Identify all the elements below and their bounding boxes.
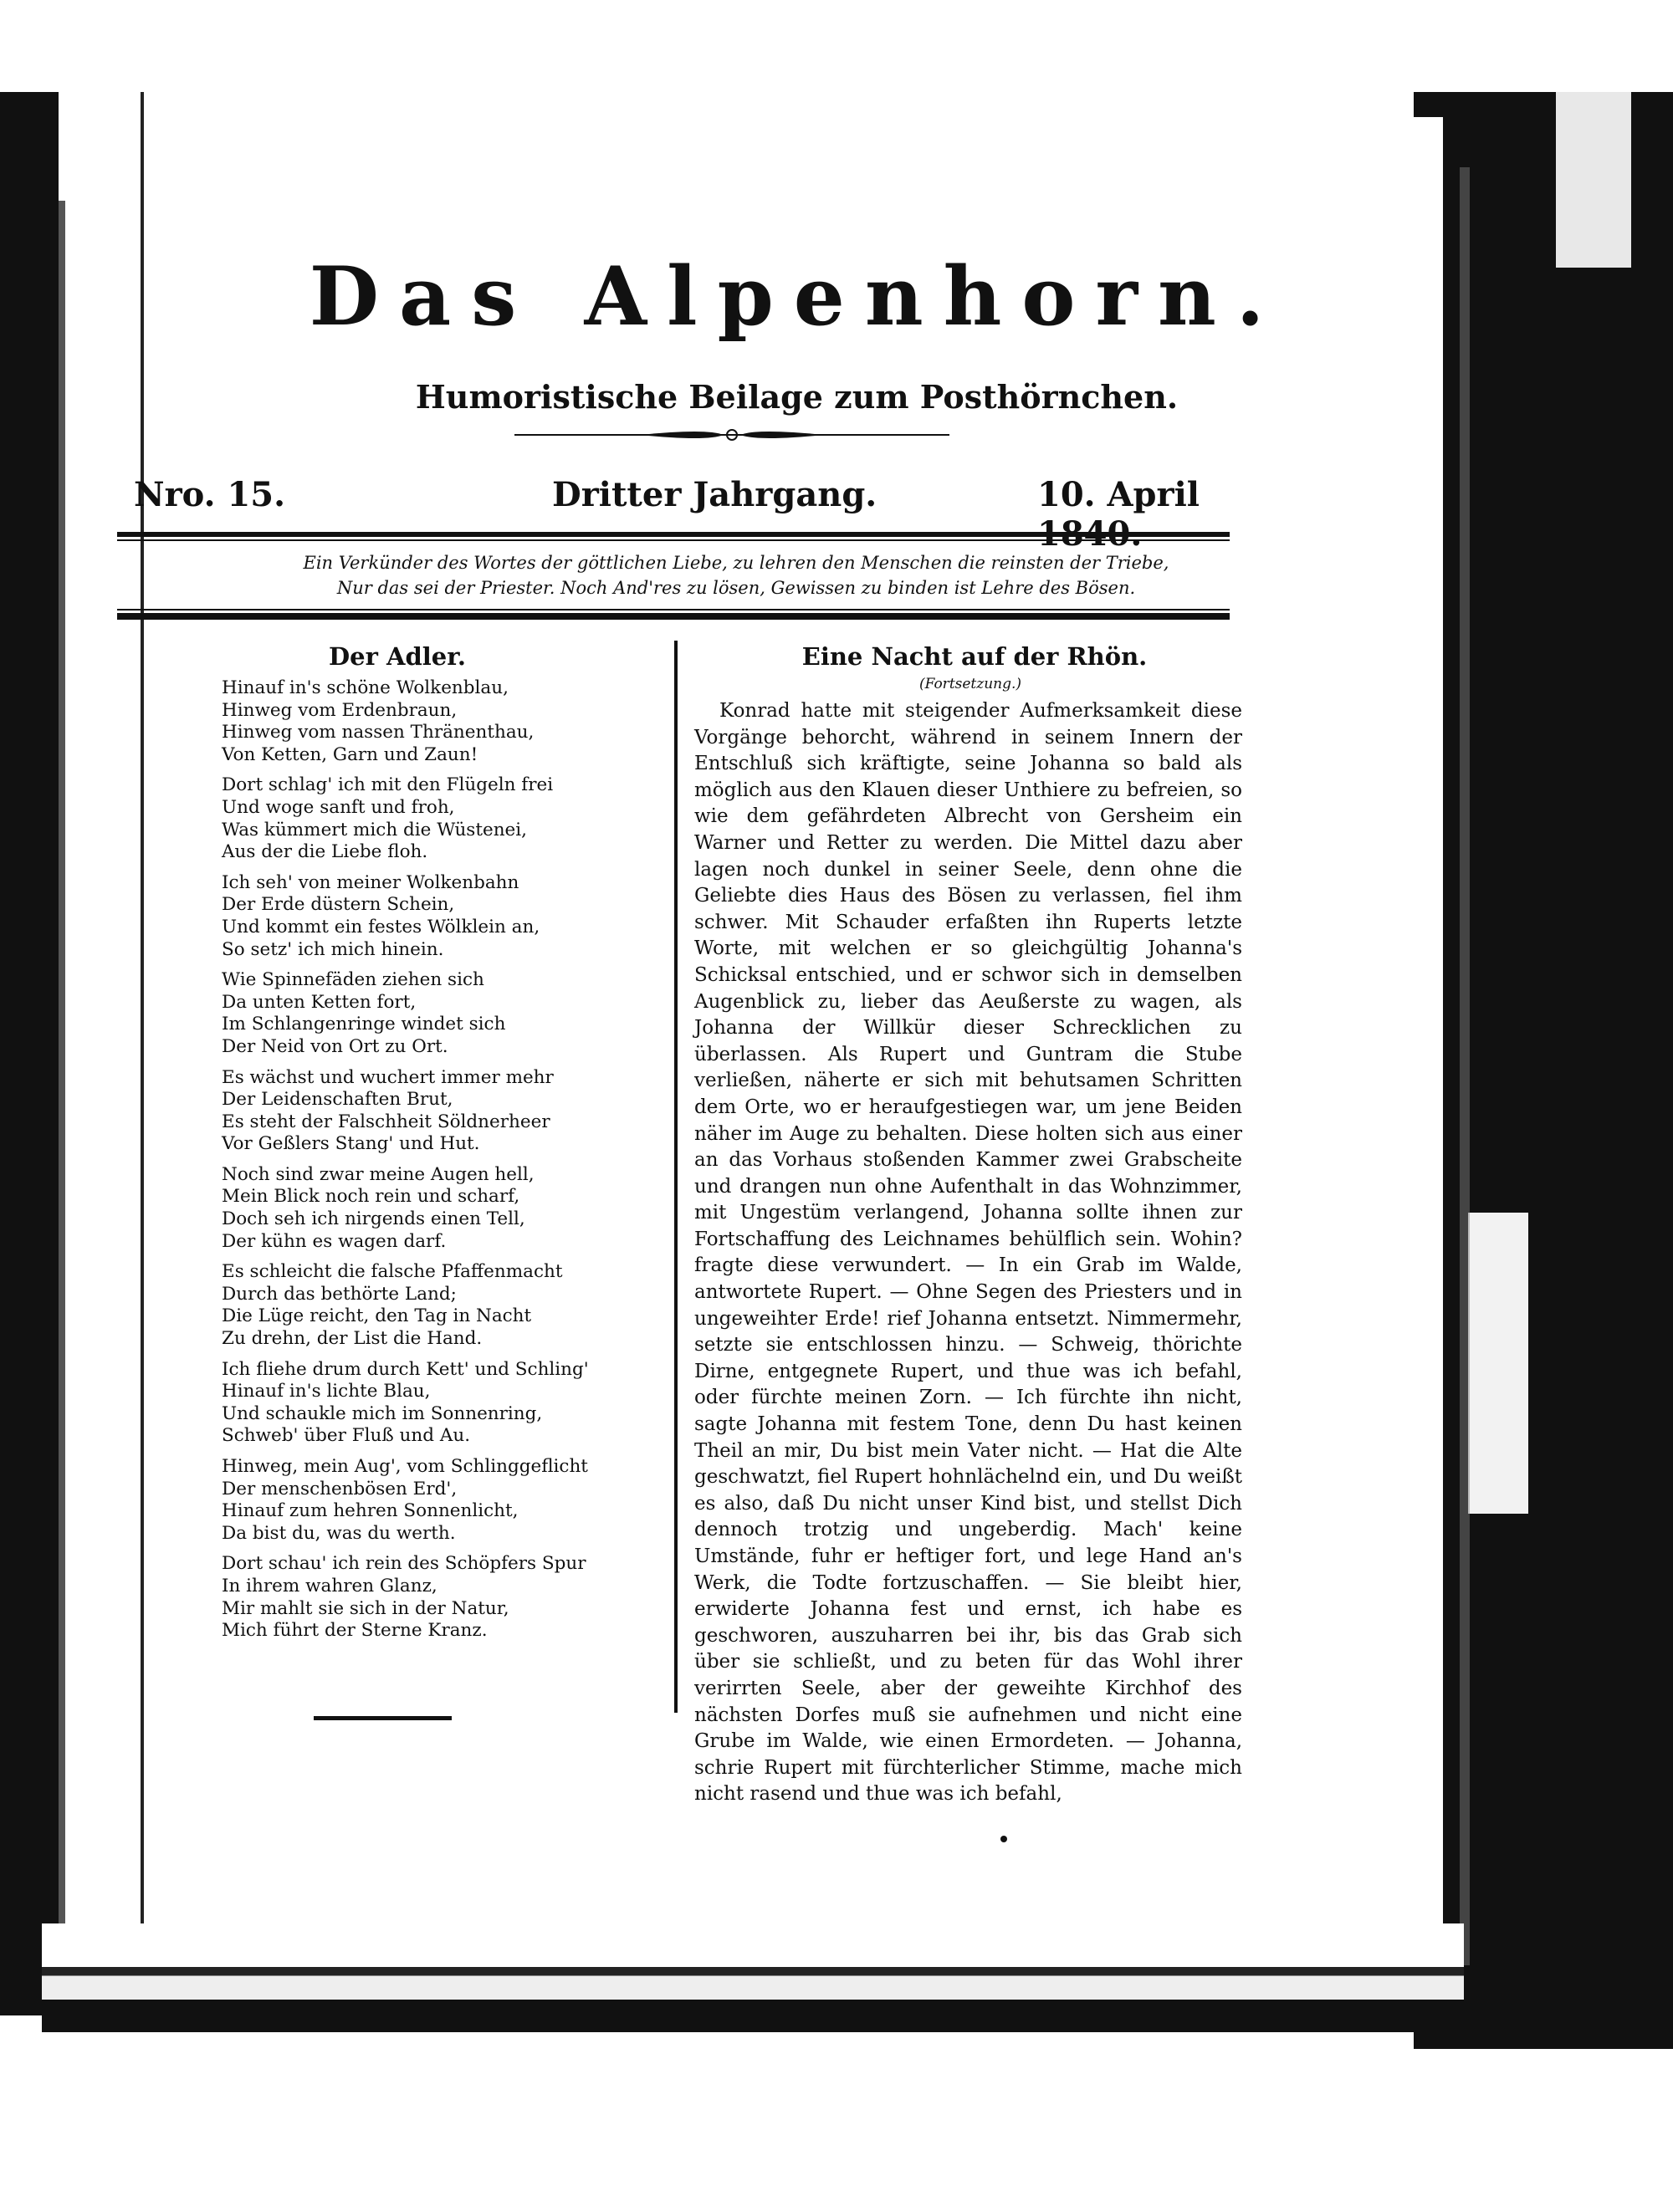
poem-line: Mich führt der Sterne Kranz.: [222, 1620, 488, 1642]
column-divider: [674, 641, 678, 1713]
poem-line: In ihrem wahren Glanz,: [222, 1575, 437, 1596]
rule-bottom-thick: [117, 613, 1230, 620]
poem-line: Und woge sanft und froh,: [222, 796, 455, 818]
scan-top-margin: [0, 0, 1673, 92]
poem-line: Wie Spinnefäden ziehen sich: [222, 969, 484, 991]
poem-stanza: [222, 872, 657, 961]
issue-number: Nro. 15.: [134, 475, 286, 514]
poem-stanza: [222, 774, 657, 863]
masthead-title: Das Alpenhorn.: [309, 249, 1285, 344]
ink-spot: [1000, 1836, 1007, 1842]
poem-stanza: [222, 1359, 657, 1448]
poem-line: Doch seh ich nirgends einen Tell,: [222, 1208, 525, 1230]
poem-line: Hinauf in's schöne Wolkenblau,: [222, 677, 509, 698]
poem-line: Mir mahlt sie sich in der Natur,: [222, 1597, 509, 1619]
poem-line: Hinweg vom Erdenbraun,: [222, 699, 458, 721]
issue-info-row: [134, 475, 1213, 525]
story-body: Konrad hatte mit steigender Aufmerksamkeit diese Vorgänge behorcht, während in seinem Innern der Entschluß sich kräftigte, seine Johanna so bald als möglich aus den Klauen dieser Unthiere zu befreien, so wie dem gefährdeten Albrecht von Gersheim ein Warner und Retter zu werden. Die Mittel dazu aber lagen noch dunkel in seiner Seele, denn ohne die Geliebte dies Haus des Bösen zu verlassen, fiel ihm schwer. Mit Schauder erfaßten ihn Ruperts letzte Worte, mit welchen er so gleichgültig Johanna's Schicksal entschied, und er schwor sich in demselben Augenblick zu, lieber das Aeußerste zu wagen, als Johanna der Willkür dieser Schrecklichen zu überlassen. Als Rupert und Guntram die Stube verließen, näherte er sich mit behutsamen Schritten dem Orte, wo er heraufgestiegen war, um jene Beiden näher im Auge zu behalten. Diese holten sich aus einer an das Vorhaus stoßenden Kammer zwei Grabscheite und drangen nun ohne Aufenthalt in das Wohnzimmer, mit Ungestüm verlangend, Johanna sollte ihnen zur Fortschaffung des Leichnames behülflich sein. Wohin? fragte diese verwundert. — In ein Grab im Walde, antwortete Rupert. — Ohne Segen des Priesters und in ungeweihter Erde! rief Johanna entsetzt. Nimmermehr, setzte sie entschlossen hinzu. — Schweig, thörichte Dirne, entgegnete Rupert, und thue was ich befahl, oder fürchte meinen Zorn. — Ich fürchte ihn nicht, sagte Johanna mit festem Tone, denn Du hast keinen Theil an mir, Du bist mein Vater nicht. — Hat die Alte geschwatzt, fiel Rupert hohnlächelnd ein, und Du weißt es also, daß Du nicht unser Kind bist, und stellst Dich dennoch trotzig und ungeberdig. Mach' keine Umstände, fuhr er heftiger fort, und lege Hand an's Werk, die Todte fortzuschaffen. — Sie bleibt hier, erwiderte Johanna fest und ernst, ich habe es geschworen, auszuharren bei ihr, bis das Grab sich über sie schließt, und zu beten für das Wohl ihrer verirrten Seele, aber der geweihte Kirchhof des nächsten Dorfes muß sie aufnehmen und nicht eine Grube im Walde, wie einen Ermordeten. — Johanna, schrie Rupert mit fürchterlicher Stimme, mache mich nicht rasend und thue was ich befahl,: [694, 700, 1242, 1806]
motto-line-1: Ein Verkünder des Wortes der göttlichen Liebe, zu lehren den Menschen die reinsten der Triebe,: [303, 553, 1169, 573]
poem-line: Der Erde düstern Schein,: [222, 894, 455, 916]
right-edge-highlight: [1556, 92, 1631, 268]
left-page-edge: [59, 201, 65, 2024]
poem-line: Der kühn es wagen darf.: [222, 1230, 447, 1252]
poem-line: Durch das bethörte Land;: [222, 1283, 457, 1305]
right-edge-streak: [1460, 167, 1470, 1965]
motto-line-2: Nur das sei der Priester. Noch And'res zu lösen, Gewissen zu binden ist Lehre des Bösen.: [336, 578, 1136, 598]
issue-date: 10. April: [1037, 475, 1200, 514]
poem-line: Und schaukle mich im Sonnenring,: [222, 1402, 543, 1424]
right-book-edge: [1414, 92, 1673, 2049]
motto-block: [251, 550, 1221, 600]
poem-line: Dort schlag' ich mit den Flügeln frei: [222, 774, 554, 796]
volume-label: Dritter Jahrgang.: [552, 475, 877, 514]
poem-line: Was kümmert mich die Wüstenei,: [222, 819, 527, 840]
poem-line: Der Neid von Ort zu Ort.: [222, 1035, 448, 1057]
poem-line: Die Lüge reicht, den Tag in Nacht: [222, 1305, 532, 1327]
poem-line: Vor Geßlers Stang' und Hut.: [222, 1133, 480, 1155]
poem-stanza: [222, 1553, 657, 1642]
bottom-book-edge: [42, 1923, 1464, 2032]
binding-gutter: [100, 92, 151, 2032]
poem-stanza: [222, 1164, 657, 1253]
poem-line: Und kommt ein festes Wölklein an,: [222, 916, 540, 937]
poem-end-rule: [314, 1716, 452, 1720]
poem-line: Aus der die Liebe floh.: [222, 841, 428, 863]
poem-line: Von Ketten, Garn und Zaun!: [222, 743, 478, 765]
poem-stanza: [222, 677, 657, 766]
poem-line: Schweb' über Fluß und Au.: [222, 1425, 471, 1447]
poem-stanza: [222, 1261, 657, 1350]
poem-line: Zu drehn, der List die Hand.: [222, 1328, 483, 1350]
poem-line: Da unten Ketten fort,: [222, 991, 417, 1013]
poem-line: Hinauf in's lichte Blau,: [222, 1381, 431, 1402]
poem-line: Mein Blick noch rein und scharf,: [222, 1186, 520, 1208]
poem-line: Hinweg, mein Aug', vom Schlinggeflicht: [222, 1456, 588, 1477]
poem-stanza: [222, 1067, 657, 1156]
poem-line: Da bist du, was du werth.: [222, 1522, 456, 1544]
poem-line: Dort schau' ich rein des Schöpfers Spur: [222, 1553, 586, 1575]
poem-title: Der Adler.: [329, 642, 466, 671]
story-title: Eine Nacht auf der Rhön.: [801, 642, 1148, 671]
poem-stanza: [222, 969, 657, 1058]
rule-bottom-thin: [117, 609, 1230, 610]
poem-line: So setz' ich mich hinein.: [222, 938, 444, 960]
poem-body: [222, 677, 657, 1651]
poem-line: Der menschenbösen Erd',: [222, 1478, 458, 1499]
poem-line: Ich seh' von meiner Wolkenbahn: [222, 871, 519, 893]
left-page-shadow: [0, 92, 59, 2015]
poem-line: Es steht der Falschheit Söldnerheer: [222, 1111, 550, 1132]
poem-line: Der Leidenschaften Brut,: [222, 1089, 453, 1111]
rule-top-thick: [117, 532, 1230, 537]
poem-line: Hinweg vom nassen Thränenthau,: [222, 722, 535, 743]
ornament-divider: [514, 428, 949, 442]
poem-line: Ich fliehe drum durch Kett' und Schling': [222, 1358, 589, 1380]
paper-strip-bookmark: [1468, 1213, 1528, 1514]
story-continuation-label: (Fortsetzung.): [918, 676, 1022, 692]
poem-line: Es wächst und wuchert immer mehr: [222, 1066, 554, 1088]
poem-line: Hinauf zum hehren Sonnenlicht,: [222, 1500, 519, 1522]
rule-top-thin: [117, 539, 1230, 541]
poem-line: Noch sind zwar meine Augen hell,: [222, 1163, 535, 1185]
poem-line: Es schleicht die falsche Pfaffenmacht: [222, 1261, 563, 1283]
poem-stanza: [222, 1456, 657, 1545]
masthead-subtitle: Humoristische Beilage zum Posthörnchen.: [415, 378, 1179, 416]
poem-line: Im Schlangenringe windet sich: [222, 1014, 506, 1035]
